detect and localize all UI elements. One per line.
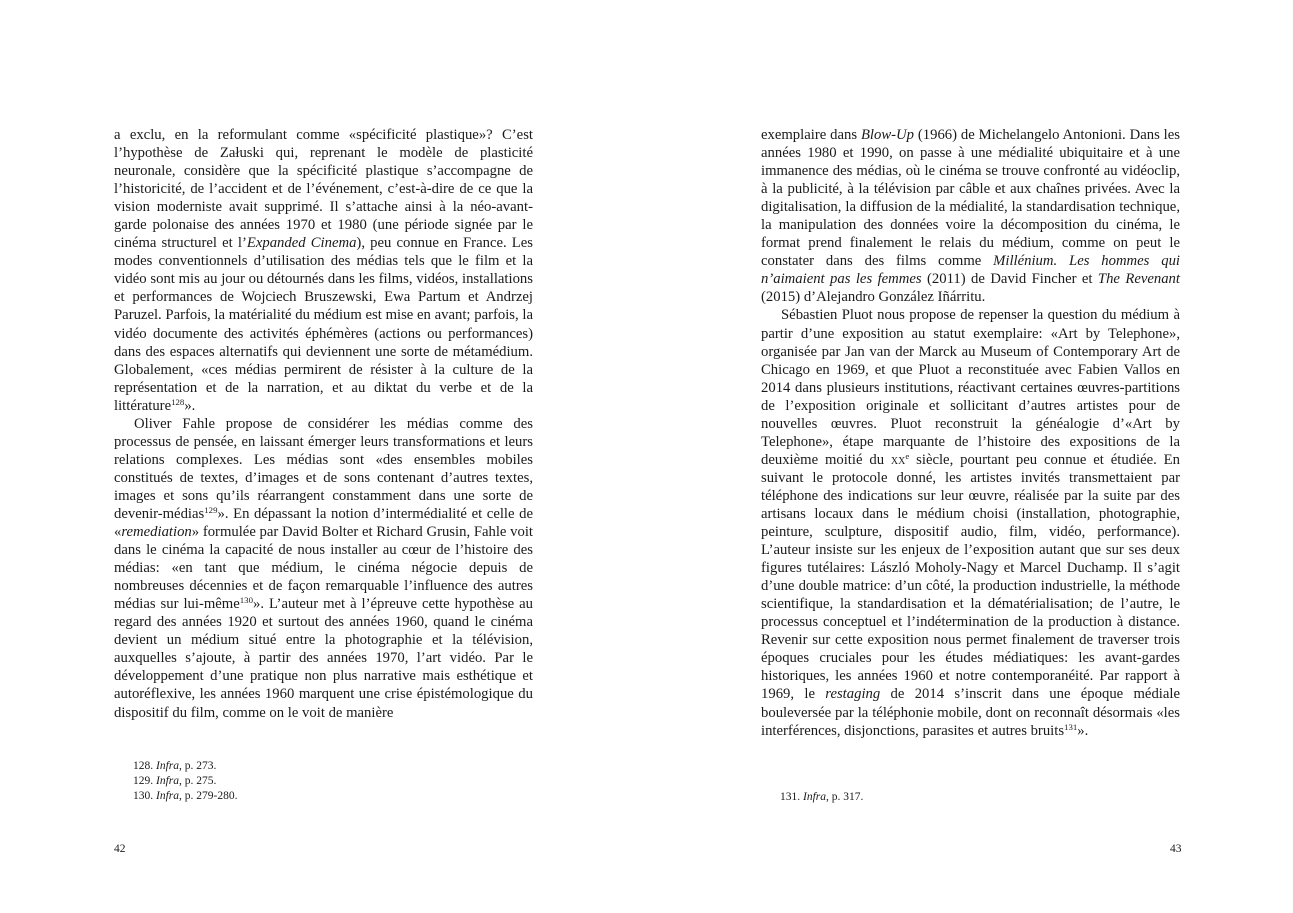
text-run: (1966) de Michelangelo Antonioni. Dans les années 1980 et 1990, on passe à une médialité ubiquitaire et à une immanence des médias, où le cinéma se trouve confronté au vidéoclip, à la publicité, à la télévision par câble et aux chaînes privées. Avec la digitalisation, la diffusion de la médialité, la standardisation technique, la manipulation des données voire la décomposition du cinéma, le format prend finalement le relais du médium, comme on peut le constater dans des films comme [761, 127, 1180, 270]
body-paragraph [114, 415, 533, 722]
footnote [133, 759, 237, 774]
text-run: de 2014 s’inscrit dans une époque médiale bouleversée par la téléphonie mobile, dont on reconnaît désormais «les interférences, disjonctions, parasites et autres bruits [761, 686, 1180, 739]
text-run: xx [890, 451, 906, 468]
left-page [0, 0, 646, 913]
text-run: (2011) de David Fincher et [921, 271, 1098, 288]
footnote [133, 774, 237, 789]
italic-title: Expanded Cinema [246, 235, 357, 252]
footnote-pages: , p. 279-280. [179, 790, 238, 802]
note-call: 130 [239, 595, 253, 606]
text-run: ), peu connue en France. Les modes conventionnels d’utilisation des médias tels que le film et la vidéo sont mis au jour ou détournés dans les films, vidéos, installations et performances de Wojciech Bruszewski, Ewa Partum et Andrzej Paruzel. Parfois, la matérialité du médium est mise en avant; parfois, la vidéo documente des activités éphémères (actions ou performances) dans des espaces alternatifs qui deviennent une sorte de métamédium. Globalement, «ces médias permirent de résister à la culture de la représentation et de la narration, et au diktat du verbe et de la littérature [114, 235, 533, 414]
italic-title: The Revenant [1097, 271, 1180, 288]
text-run: Sébastien Pluot nous propose de repenser la question du médium à partir d’une exposition au statut exemplaire: «Art by Telephone», organisée par Jan van der Marck au Museum of Contemporary Art de Chicago en 1969, et que Pluot a reconstituée avec Fabien Vallos en 2014 dans plusieurs institutions, réactivant certaines œuvres-partitions de l’exposition originale et sollicitant d’autres artistes pour de nouvelles œuvres. Pluot reconstruit la généalogie d’«Art by Telephone», étape marquante de l’histoire des expositions de la deuxième moitié du [761, 307, 1180, 468]
text-run: ». [184, 397, 196, 414]
footnote [133, 789, 237, 804]
text-run: siècle, pourtant peu connue et étudiée. En suivant le protocole donné, les artistes invités transmettaient par téléphone des indications sur leur œuvre, réalisée par la suite par des artisans locaux dans le médium choisi (installation, photographie, peinture, sculpture, dispositif audio, film, vidéo, performance). L’auteur insiste sur les enjeux de l’exposition autant que sur ses deux figures tutélaires: László Moholy-Nagy et Marcel Duchamp. Il s’agit d’une double matrice: d’un côté, la production industrielle, la méthode scientifique, la standardisation et la dématérialisation; de l’autre, le processus conceptuel et l’indétermination de la production à distance. Revenir sur cette exposition nous permet finalement de traverser trois époques cruciales pour les études médiatiques: les avant-gardes historiques, les années 1960 et notre contemporanéité. Par rapport à 1969, le [761, 451, 1180, 703]
footnote-pages: , p. 273. [179, 760, 217, 772]
footnote-pages: , p. 275. [179, 775, 217, 787]
footnote-number: 130. [133, 790, 156, 802]
text-run: exemplaire dans [761, 127, 861, 143]
body-paragraph [761, 306, 1180, 739]
text-run: ». [1077, 722, 1089, 739]
italic-title: Blow-Up [860, 127, 914, 143]
body-paragraph [761, 126, 1180, 306]
page-number-right: 43 [1170, 843, 1182, 855]
text-run: a exclu, en la reformulant comme «spécificité plastique»? C’est l’hypothèse de Załuski qui, reprenant le modèle de plasticité neuronale, considère que la spécificité plastique s’accompagne de l’historicité, de l’accident et de l’événement, c’est-à-dire de ce que la vision moderniste avait supprimé. Il s’attache ainsi à la néo-avant-garde polonaise des années 1970 et 1980 (une période signée par le cinéma structurel et l’ [114, 127, 533, 252]
page-number-left: 42 [114, 843, 126, 855]
italic-title: restaging [825, 686, 881, 703]
footnote-ref: Infra [156, 775, 179, 787]
italic-title: Millénium. Les hommes qui n’aimaient pas les femmes [761, 253, 1181, 288]
note-call: 128 [171, 396, 185, 407]
left-footnotes [133, 759, 237, 804]
footnote-ref: Infra [156, 790, 179, 802]
left-text-block [114, 126, 533, 722]
italic-title: remediation [121, 524, 192, 541]
text-run: » formulée par David Bolter et Richard Grusin, Fahle voit dans le cinéma la capacité de nous installer au cœur de l’histoire des médias: «en tant que médium, le cinéma négocie depuis de nombreuses décennies et de façon remarquable l’influence des autres médias sur lui-même [114, 524, 533, 613]
note-call: 131 [1064, 721, 1078, 732]
footnote-ref: Infra [156, 760, 179, 772]
text-run: ». En dépassant la notion d’intermédialité et celle de « [114, 505, 533, 541]
footnote-number: 129. [133, 775, 156, 787]
footnote [780, 790, 863, 805]
footnote-number: 128. [133, 760, 156, 772]
text-run: Oliver Fahle propose de considérer les médias comme des processus de pensée, en laissant émerger leurs transformations et leurs relations complexes. Les médias sont «des ensembles mobiles constitués de textes, d’images et de sons contenant d’autres textes, images et sons qu’ils réarrangent constamment dans une sorte de devenir-médias [114, 415, 533, 522]
text-run: (2015) d’Alejandro González Iñárritu. [761, 289, 986, 306]
text-run: ». L’auteur met à l’épreuve cette hypothèse au regard des années 1920 et surtout des années 1960, quand le cinéma devient un médium situé entre la photographie et la télévision, auxquelles s’ajoute, à partir des années 1970, l’art vidéo. Par le développement d’une pratique non plus narrative mais esthétique et autoréflexive, les années 1960 marquent une crise épistémologique du dispositif du film, comme on le voit de manière [114, 596, 533, 721]
footnote-ref: Infra [803, 791, 826, 803]
note-call: e [905, 451, 910, 461]
footnote-number: 131. [780, 791, 803, 803]
note-call: 129 [204, 505, 218, 516]
right-page [646, 0, 1293, 913]
right-footnotes [780, 790, 863, 805]
footnote-pages: , p. 317. [826, 791, 864, 803]
right-text-block [761, 126, 1180, 740]
body-paragraph [114, 126, 533, 415]
